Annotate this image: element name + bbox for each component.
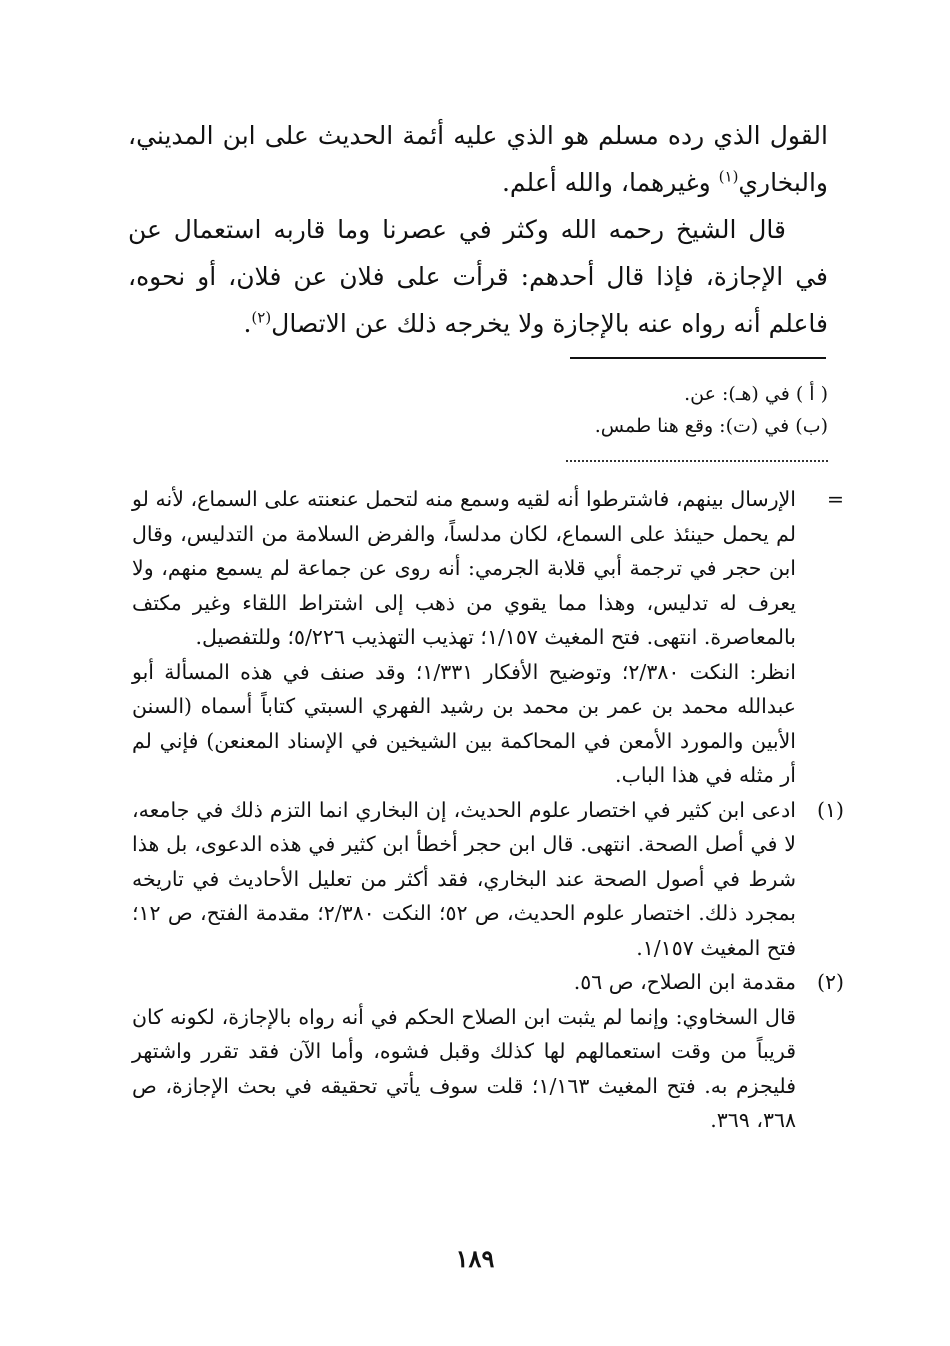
main-paragraph-1 bbox=[128, 112, 828, 206]
footnote-1-text: ادعى ابن كثير في اختصار علوم الحديث، إن البخاري انما التزم ذلك في جامعه، لا في أصل الصحة. انتهى. قال ابن حجر أخطأ ابن كثير في هذه الدعوى، بل هذا شرط في أصول الصحة عند البخاري، فقد أكثر من تعليل الأحاديث في تاريخه بمجرد ذلك. اختصار علوم الحديث، ص ٥٢؛ النكت ٢/٣٨٠؛ مقدمة الفتح، ص ١٢؛ فتح المغيث ١/١٥٧. bbox=[132, 797, 796, 960]
footnote-ref-1: (١) bbox=[718, 167, 739, 186]
footnote-2-mark: (٢) bbox=[816, 970, 844, 994]
continuation-mark: = bbox=[826, 487, 844, 511]
main-paragraph-2 bbox=[128, 206, 828, 347]
main-paragraph-2-tail: . bbox=[243, 309, 252, 338]
dotted-separator bbox=[566, 460, 828, 462]
main-paragraph-1-text: القول الذي رده مسلم هو الذي عليه أئمة الحديث على ابن المديني، والبخاري bbox=[128, 121, 828, 197]
footnote-2-text: مقدمة ابن الصلاح، ص ٥٦. bbox=[573, 970, 796, 994]
letter-footnotes bbox=[520, 378, 828, 442]
footnote-2 bbox=[132, 965, 844, 1000]
numbered-footnotes bbox=[132, 482, 844, 1138]
letter-footnote-b: (ب) في (ت): وقع هنا طمس. bbox=[594, 415, 828, 437]
page-number: ١٨٩ bbox=[455, 1244, 495, 1273]
main-paragraph-2-text: قال الشيخ رحمه الله وكثر في عصرنا وما قاربه استعمال عن في الإجازة، فإذا قال أحدهم: قرأت على فلان عن فلان، أو نحوه، فاعلم أنه رواه عنه بالإجازة ولا يخرجه ذلك عن الاتصال bbox=[128, 215, 828, 338]
letter-footnote-a: ( أ ) في (هـ): عن. bbox=[684, 383, 828, 405]
continuation-text: الإرسال بينهم، فاشترطوا أنه لقيه وسمع منه لتحمل عنعنته على السماع، لأنه لو لم يحمل حينئذ على السماع، لكان مدلساً، والفرض السلامة من التدليس، وقال ابن حجر في ترجمة أبي قلابة الجرمي: أنه روى عن جماعة لم يسمع منهم، ولا يعرف له تدليس، وهذا مما يقوي من ذهب إلى اشتراط اللقاء وغير مكتف بالمعاصرة. انتهى. فتح المغيث ١/١٥٧؛ تهذيب التهذيب ٥/٢٢٦؛ وللتفصيل. bbox=[132, 487, 796, 649]
continuation-note bbox=[132, 482, 844, 655]
footnote-separator-rule bbox=[570, 357, 826, 359]
main-text bbox=[128, 112, 828, 347]
main-paragraph-1-tail: وغيرهما، والله أعلم. bbox=[501, 168, 719, 197]
footnote-ref-2: (٢) bbox=[251, 308, 272, 327]
footnote-2-continuation: قال السخاوي: وإنما لم يثبت ابن الصلاح الحكم في أنه رواه بالإجازة، لكونه كان قريباً من وقت استعمالهم لها كذلك وقبل فشوه، وأما الآن فقد تقرر واشتهر فليجزم به. فتح المغيث ١/١٦٣؛ قلت سوف يأتي تحقيقه في بحث الإجازة، ص ٣٦٨، ٣٦٩. bbox=[132, 1004, 796, 1132]
footnote-1-mark: (١) bbox=[816, 797, 844, 822]
continuation-note-2: انظر: النكت ٢/٣٨٠؛ وتوضيح الأفكار ١/٣٣١؛ وقد صنف في هذه المسألة أبو عبدالله محمد بن عمر بن محمد بن رشيد الفهري السبتي كتاباً أسماه (السنن الأبين والمورد الأمعن في المحاكمة بين الشيخين في الإسناد المعنعن) فإني لم أر مثله في هذا الباب. bbox=[132, 659, 796, 787]
footnote-1 bbox=[132, 793, 844, 966]
